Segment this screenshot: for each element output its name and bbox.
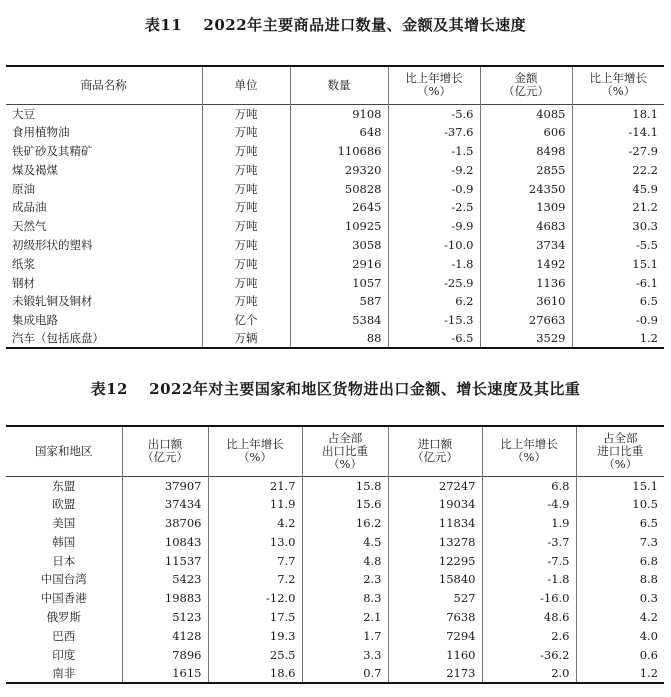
table-cell: 0.3 [576,589,664,608]
table-cell: 4.2 [208,514,302,533]
table-cell: 7.7 [208,551,302,570]
table-cell: 0.7 [302,664,388,683]
table-cell: 10.5 [576,495,664,514]
col-header-amount-growth: 比上年增长 （%） [572,66,664,104]
table-cell: 22.2 [572,160,664,179]
table-cell: 未锻轧铜及铜材 [12,294,93,309]
table-row [6,626,664,645]
table-cell: 15.8 [302,476,388,495]
table-cell: 铁矿砂及其精矿 [12,143,93,158]
table-cell: 48.6 [482,608,576,627]
table-cell: 11834 [388,514,482,533]
table-cell: 2645 [290,198,388,217]
table-row [6,236,664,255]
table-cell: 10925 [290,217,388,236]
table-cell: 纸浆 [12,256,35,271]
table-cell: 汽车（包括底盘） [12,331,104,346]
col-header-amount: 金额 （亿元） [480,66,572,104]
table-cell: 38706 [122,514,208,533]
table-cell: 4.2 [576,608,664,627]
table-cell: 南非 [52,665,76,680]
table-cell: 万吨 [202,123,290,142]
table-cell: 37907 [122,476,208,495]
table-cell: 中国香港 [40,591,87,606]
table-cell: 587 [290,292,388,311]
table-cell: 21.2 [572,198,664,217]
table-row [6,476,664,495]
table-cell: 15.1 [572,254,664,273]
table-cell: 29320 [290,160,388,179]
table-row [6,645,664,664]
table-cell: 30.3 [572,217,664,236]
table-cell: 15.1 [576,476,664,495]
table-cell: -37.6 [388,123,480,142]
table-cell: 7638 [388,608,482,627]
table-cell: -9.9 [388,217,480,236]
table-cell: 万吨 [202,254,290,273]
table-cell: 6.8 [576,551,664,570]
col-header-unit: 单位 [202,66,290,104]
table-cell: 7.3 [576,532,664,551]
table-row [6,514,664,533]
table-cell: 4128 [122,626,208,645]
table-cell: 45.9 [572,179,664,198]
table-cell: -15.3 [388,311,480,330]
table-cell: -10.0 [388,236,480,255]
table-cell: 8498 [480,142,572,161]
table-cell: 2173 [388,664,482,683]
table-cell: 万吨 [202,160,290,179]
table-cell: 万吨 [202,217,290,236]
table-row [6,330,664,349]
table-row [6,570,664,589]
table-cell: 4.5 [302,532,388,551]
table-cell: -6.5 [388,330,480,349]
table-cell: 606 [480,123,572,142]
table-cell: 1160 [388,645,482,664]
table-cell: 5423 [122,570,208,589]
col-header-quantity: 数量 [290,66,388,104]
table-cell: 6.5 [576,514,664,533]
table-cell: 1.2 [576,664,664,683]
table-cell: 1615 [122,664,208,683]
table-row [6,217,664,236]
table-cell: -1.5 [388,142,480,161]
table-cell: 37434 [122,495,208,514]
table-row [6,179,664,198]
table-cell: 韩国 [52,534,76,549]
col-header-export-growth: 比上年增长 （%） [208,426,302,476]
table-cell: 食用植物油 [12,125,70,140]
table-cell: 50828 [290,179,388,198]
table-cell: 17.5 [208,608,302,627]
table12-header-row [6,426,664,476]
table-cell: 2855 [480,160,572,179]
table-cell: 648 [290,123,388,142]
table-cell: 7294 [388,626,482,645]
table-cell: 万吨 [202,273,290,292]
table-cell: 印度 [52,647,76,662]
table-cell: -0.9 [388,179,480,198]
table-cell: 0.6 [576,645,664,664]
table-cell: 4085 [480,104,572,123]
table-row [6,142,664,161]
table-cell: 2.3 [302,570,388,589]
table-cell: 8.3 [302,589,388,608]
table-cell: 13.0 [208,532,302,551]
table-cell: -0.9 [572,311,664,330]
table-cell: -7.5 [482,551,576,570]
table-cell: 万吨 [202,198,290,217]
col-header-import-share: 占全部 进口比重 （%） [576,426,664,476]
table-cell: 俄罗斯 [46,609,81,624]
table-cell: 16.2 [302,514,388,533]
table-cell: -27.9 [572,142,664,161]
table-cell: -36.2 [482,645,576,664]
table-cell: 1.2 [572,330,664,349]
table-cell: 7896 [122,645,208,664]
table-cell: 25.5 [208,645,302,664]
table-cell: 2.1 [302,608,388,627]
table-cell: -5.6 [388,104,480,123]
table-cell: 初级形状的塑料 [12,237,93,252]
table-cell: 10843 [122,532,208,551]
table-row [6,292,664,311]
table-cell: 110686 [290,142,388,161]
table-cell: 18.1 [572,104,664,123]
table-cell: -16.0 [482,589,576,608]
table-row [6,589,664,608]
table-cell: 3734 [480,236,572,255]
table-cell: 天然气 [12,219,47,234]
table-cell: 27247 [388,476,482,495]
table-cell: 18.6 [208,664,302,683]
table-cell: 6.2 [388,292,480,311]
table-row [6,123,664,142]
table-row [6,254,664,273]
col-header-region: 国家和地区 [35,443,93,458]
table-cell: 9108 [290,104,388,123]
table-cell: 1.7 [302,626,388,645]
table-cell: 19883 [122,589,208,608]
table-cell: 12295 [388,551,482,570]
table-row [6,273,664,292]
table-row [6,608,664,627]
table-cell: -9.2 [388,160,480,179]
table-row [6,495,664,514]
table11-title: 表11 2022年主要商品进口数量、金额及其增长速度 [144,16,527,34]
trade-partners-table [6,425,664,684]
table-cell: 5123 [122,608,208,627]
table-cell: 27663 [480,311,572,330]
table-cell: 亿个 [202,311,290,330]
table-cell: 2.6 [482,626,576,645]
table-cell: 万吨 [202,104,290,123]
table-cell: 4.0 [576,626,664,645]
table-cell: 煤及褐煤 [12,162,58,177]
col-header-export-share: 占全部 出口比重 （%） [302,426,388,476]
table-cell: 万吨 [202,179,290,198]
table-cell: 东盟 [52,478,76,493]
table-cell: 3529 [480,330,572,349]
table-row [6,551,664,570]
table-cell: 巴西 [52,628,76,643]
table-cell: 13278 [388,532,482,551]
col-header-export: 出口额 （亿元） [122,426,208,476]
table-cell: 日本 [52,553,76,568]
table-cell: 19.3 [208,626,302,645]
table-cell: 美国 [52,515,76,530]
table-cell: -1.8 [482,570,576,589]
table-row [6,198,664,217]
table-cell: 成品油 [12,200,47,215]
table-cell: 4683 [480,217,572,236]
table-cell: 3.3 [302,645,388,664]
table-cell: 1309 [480,198,572,217]
table-cell: 万辆 [202,330,290,349]
table-cell: -5.5 [572,236,664,255]
col-header-commodity: 商品名称 [80,77,127,92]
table-cell: -14.1 [572,123,664,142]
table-cell: 万吨 [202,142,290,161]
table-cell: 7.2 [208,570,302,589]
table-cell: 11537 [122,551,208,570]
table-cell: 万吨 [202,292,290,311]
table-cell: 3610 [480,292,572,311]
table-cell: 2.0 [482,664,576,683]
table-cell: 欧盟 [52,497,76,512]
table-cell: 19034 [388,495,482,514]
table-cell: -6.1 [572,273,664,292]
table-cell: 2916 [290,254,388,273]
table-cell: -1.8 [388,254,480,273]
table-cell: 4.8 [302,551,388,570]
table-cell: 3058 [290,236,388,255]
col-header-import-growth: 比上年增长 （%） [482,426,576,476]
table-row [6,664,664,683]
import-commodities-table [6,65,664,349]
table12-title: 表12 2022年对主要国家和地区货物进出口金额、增长速度及其比重 [90,380,581,398]
table-cell: -4.9 [482,495,576,514]
table-cell: 1492 [480,254,572,273]
table11-header-row [6,66,664,104]
table-cell: 1057 [290,273,388,292]
table-cell: 万吨 [202,236,290,255]
table-cell: 6.8 [482,476,576,495]
table-cell: 24350 [480,179,572,198]
table-cell: -25.9 [388,273,480,292]
table-cell: 15.6 [302,495,388,514]
table-cell: 8.8 [576,570,664,589]
table-cell: 527 [388,589,482,608]
table-cell: -3.7 [482,532,576,551]
table-cell: 原油 [12,181,35,196]
table-cell: 1.9 [482,514,576,533]
table-cell: 钢材 [12,275,35,290]
table-cell: 88 [290,330,388,349]
table-cell: 中国台湾 [40,572,87,587]
table-cell: 大豆 [12,106,35,121]
table-cell: 5384 [290,311,388,330]
table-cell: -12.0 [208,589,302,608]
table-row [6,311,664,330]
col-header-import: 进口额 （亿元） [388,426,482,476]
table-row [6,104,664,123]
table-cell: -2.5 [388,198,480,217]
table-cell: 6.5 [572,292,664,311]
table-cell: 集成电路 [12,313,58,328]
col-header-quantity-growth: 比上年增长 （%） [388,66,480,104]
table-cell: 15840 [388,570,482,589]
table-cell: 11.9 [208,495,302,514]
table-row [6,160,664,179]
table-cell: 1136 [480,273,572,292]
table-row [6,532,664,551]
table-cell: 21.7 [208,476,302,495]
